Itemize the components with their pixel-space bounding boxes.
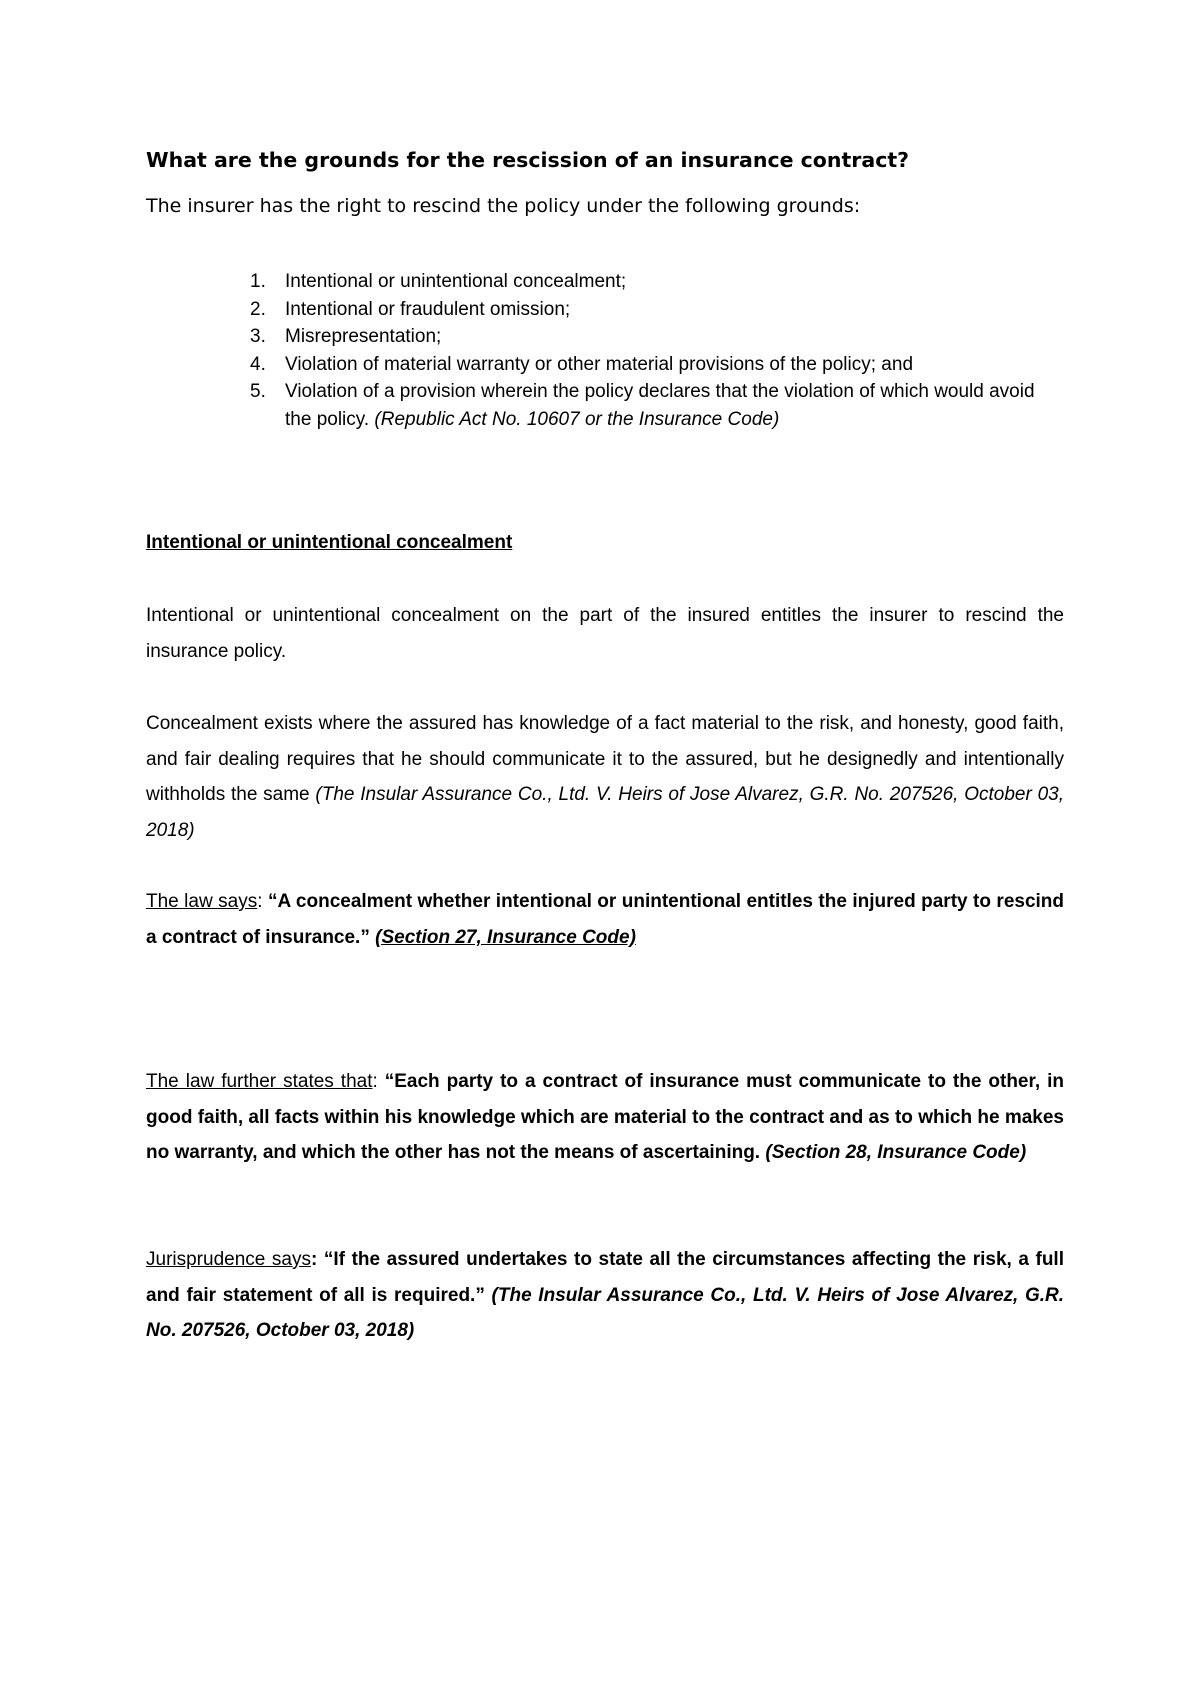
lead-colon: : [257,891,263,912]
list-item-text: Misrepresentation; [285,326,442,347]
list-item-number: 1. [250,271,266,292]
lead-phrase: The law says [146,891,258,912]
document-title: What are the grounds for the rescission of an insurance contract? [146,148,910,172]
list-item [146,268,1064,296]
list-item-citation: (Republic Act No. 10607 or the Insurance Code) [374,408,780,430]
list-item [146,351,1064,379]
list-item-text: Violation of a provision wherein the policy declares that the violation of which would avoid the policy. [285,381,1035,430]
list-item [146,378,1064,433]
paragraph-concealment-definition [146,706,1064,848]
paragraph-law-further-states [146,1064,1064,1171]
list-item-number: 5. [250,381,266,402]
lead-phrase: Jurisprudence says [146,1249,311,1270]
section-heading: Intentional or unintentional concealment [146,532,513,553]
list-item [146,323,1064,351]
lead-colon: : [310,1249,318,1270]
list-item-number: 2. [250,298,266,320]
list-item [146,296,1064,324]
list-item-number: 4. [250,353,266,375]
list-item-text: Intentional or unintentional concealment; [285,271,627,292]
case-citation: (The Insular Assurance Co., Ltd. V. Heirs of Jose Alvarez, G.R. No. 207526, October 03, 2018) [146,784,1065,841]
grounds-list [146,268,1064,433]
law-quote: “A concealment whether intentional or unintentional entitles the injured party to rescind a contract of insurance.” [146,891,1065,948]
intro-sentence: The insurer has the right to rescind the policy under the following grounds: [146,195,861,217]
case-citation: (The Insular Assurance Co., Ltd. V. Heirs of Jose Alvarez, G.R. No. 207526, October 03, 2018) [146,1284,1065,1342]
paragraph-text: Concealment exists where the assured has knowledge of a fact material to the risk, and honesty, good faith, and fair dealing requires that he should communicate it to the assured, but he designedly and intentionally withholds the same [146,713,1064,806]
lead-colon: : [372,1071,378,1092]
paragraph-jurisprudence-says [146,1242,1064,1349]
paragraph-law-says [146,884,1064,955]
list-item-text: Violation of material warranty or other material provisions of the policy; and [285,353,914,375]
lead-phrase: The law further states that [146,1071,373,1092]
jurisprudence-quote: “If the assured undertakes to state all the circumstances affecting the risk, a full and fair statement of all is required.” [146,1249,1064,1306]
statute-citation: (Section 27, Insurance Code) [375,926,636,948]
statute-citation: (Section 28, Insurance Code) [765,1142,1027,1164]
law-quote: “Each party to a contract of insurance must communicate to the other, in good faith, all facts within his knowledge which are material to the contract and as to which he makes no warranty, and which the other has not the means of ascertaining. [146,1071,1064,1164]
list-item-text: Intentional or fraudulent omission; [285,298,571,320]
paragraph-concealment-effect: Intentional or unintentional concealment on the part of the insured entitles the insurer to rescind the insurance policy. [146,605,1064,662]
list-item-number: 3. [250,326,266,347]
